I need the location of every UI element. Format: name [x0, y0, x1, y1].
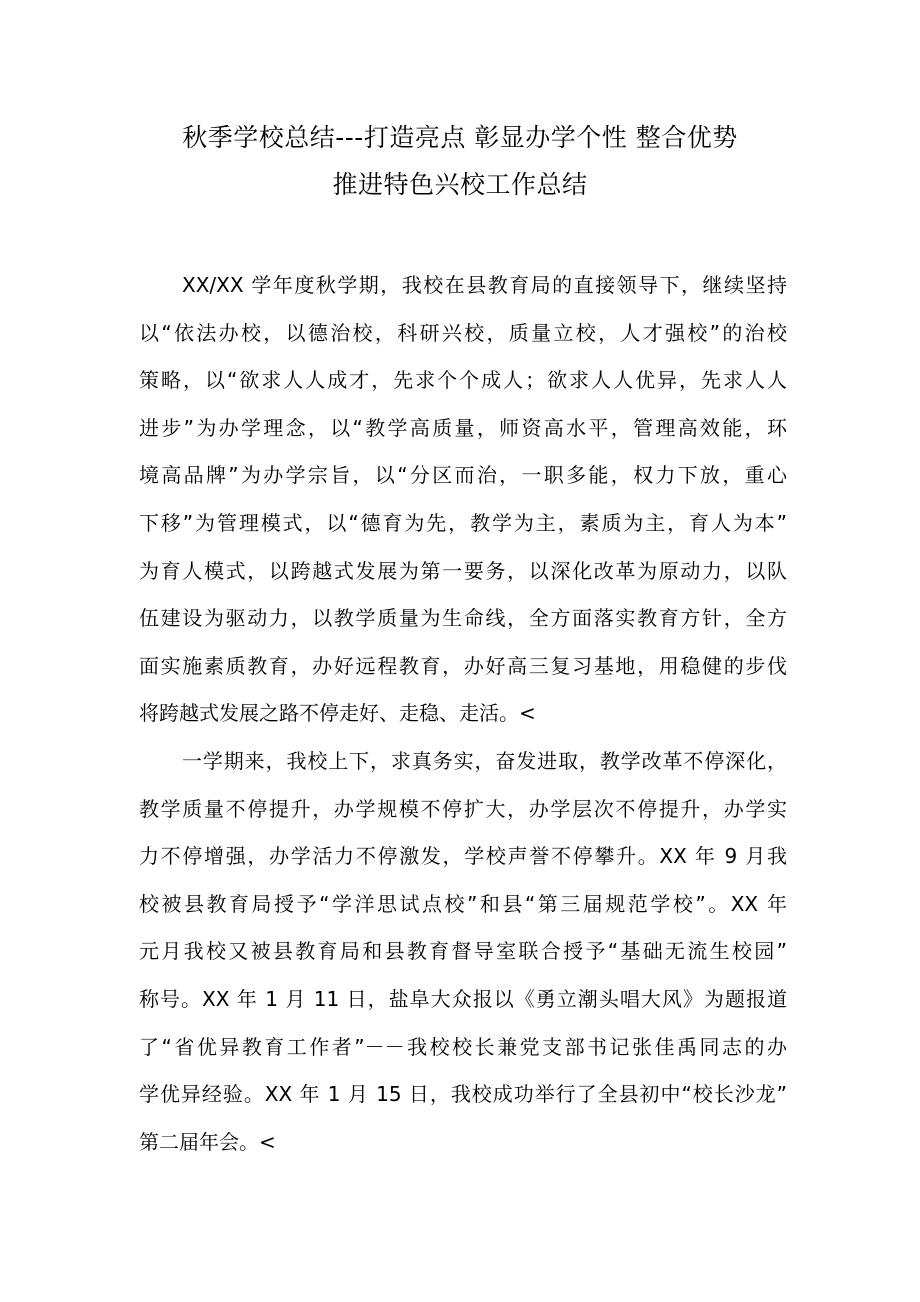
- text-line: 进步”为办学理念，以“教学高质量，师资高水平，管理高效能，环: [139, 415, 787, 440]
- text-line: 了“省优异教育工作者”－－我校校长兼党支部书记张佳禹同志的办: [139, 1034, 787, 1059]
- text-line: 境高品牌”为办学宗旨，以“分区而治，一职多能，权力下放，重心: [139, 463, 787, 488]
- text-line: 一学期来，我校上下，求真务实，奋发进取，教学改革不停深化，: [182, 748, 787, 773]
- paragraph-1: [139, 262, 787, 738]
- text-line: 面实施素质教育，办好远程教育，办好高三复习基地，用稳健的步伐: [139, 653, 787, 678]
- text-line: 第二届年会。<: [139, 1129, 276, 1154]
- paragraph-2: [139, 738, 787, 1166]
- text-line: 将跨越式发展之路不停走好、走稳、走活。<: [139, 701, 536, 726]
- text-line: 教学质量不停提升，办学规模不停扩大，办学层次不停提升，办学实: [139, 796, 787, 821]
- text-line: 策略，以“欲求人人成才，先求个个成人；欲求人人优异，先求人人: [139, 368, 787, 393]
- text-line: XX/XX 学年度秋学期，我校在县教育局的直接领导下，继续坚持: [182, 273, 787, 297]
- text-line: 元月我校又被县教育局和县教育督导室联合授予“基础无流生校园”: [139, 939, 787, 964]
- document-title: [120, 114, 800, 208]
- title-line-2: 推进特色兴校工作总结: [332, 170, 588, 199]
- text-line: 称号。XX 年 1 月 11 日，盐阜大众报以《勇立潮头唱大风》为题报道: [139, 986, 787, 1011]
- text-line: 力不停增强，办学活力不停激发，学校声誉不停攀升。XX 年 9 月我: [139, 844, 787, 869]
- title-line-1: 秋季学校总结---打造亮点 彰显办学个性 整合优势: [182, 123, 738, 152]
- text-line: 学优异经验。XX 年 1 月 15 日，我校成功举行了全县初中“校长沙龙”: [139, 1082, 787, 1107]
- text-line: 伍建设为驱动力，以教学质量为生命线，全方面落实教育方针，全方: [139, 606, 787, 631]
- text-line: 以“依法办校，以德治校，科研兴校，质量立校，人才强校”的治校: [139, 320, 787, 345]
- document-body: [139, 262, 787, 1166]
- text-line: 下移”为管理模式，以“德育为先，教学为主，素质为主，育人为本”: [139, 510, 787, 535]
- text-line: 为育人模式，以跨越式发展为第一要务，以深化改革为原动力，以队: [139, 558, 787, 583]
- text-line: 校被县教育局授予“学洋思试点校”和县“第三届规范学校”。XX 年: [139, 891, 787, 916]
